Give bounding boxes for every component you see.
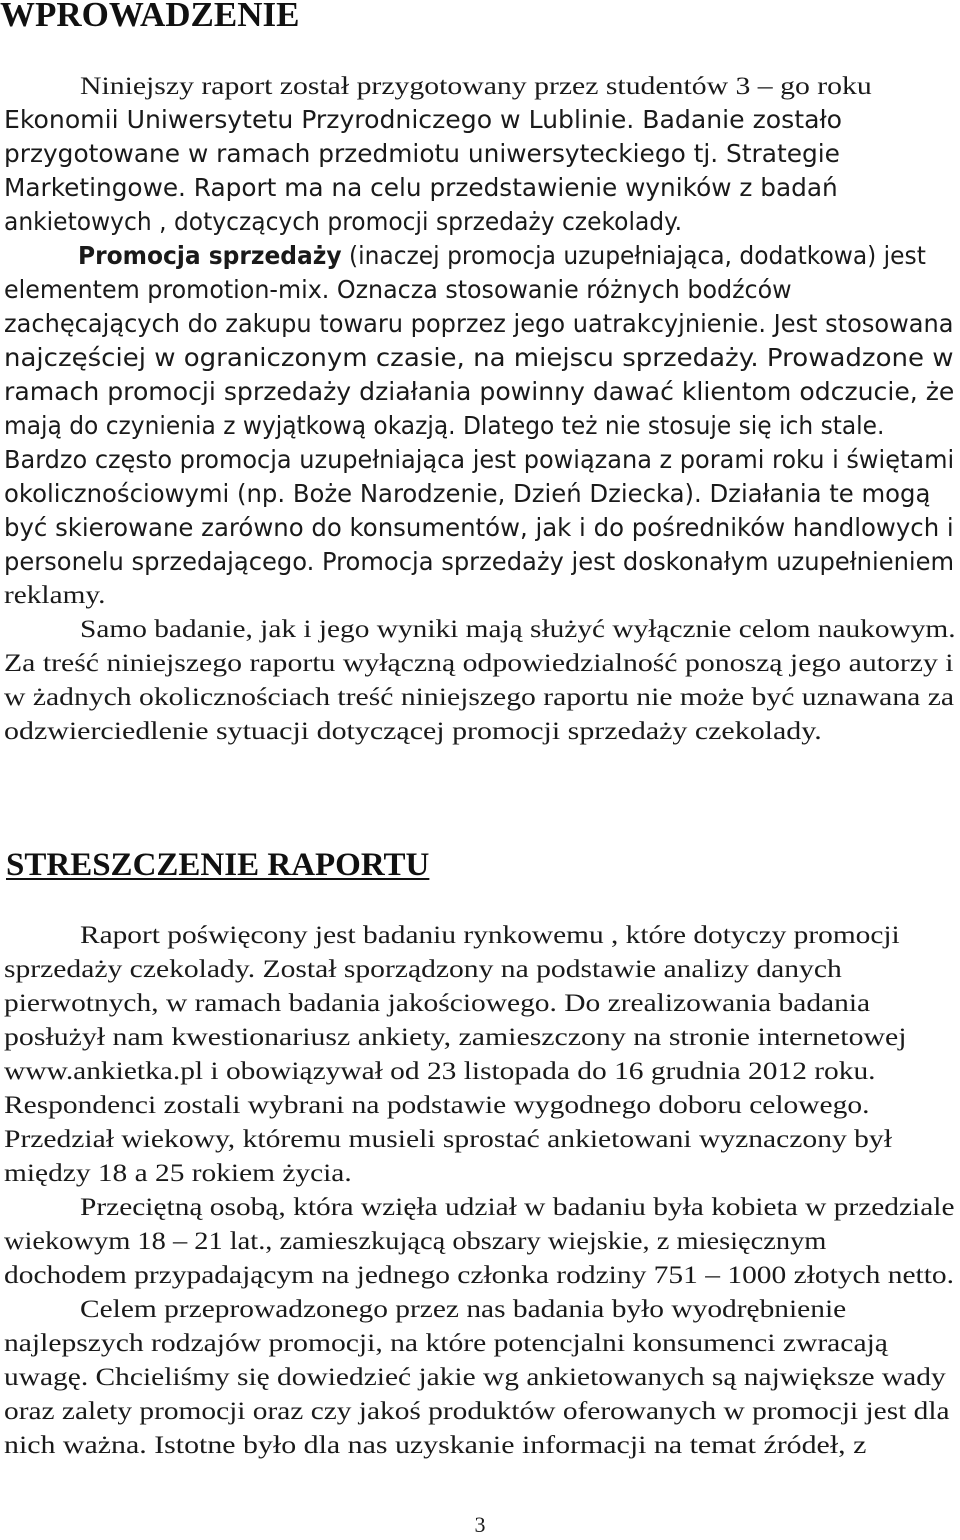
text-run: oraz zalety promocji oraz czy jakoś produktów oferowanych w promocji jest dla <box>4 1398 950 1425</box>
text-run: zachęcających do zakupu towaru poprzez jego uatrakcyjnienie. Jest stosowana <box>4 309 954 338</box>
text-run: Marketingowe. Raport ma na celu przedstawienie wyników z badań <box>4 173 838 202</box>
text-run: Respondenci zostali wybrani na podstawie wygodnego doboru celowego. <box>4 1092 870 1119</box>
text-line <box>4 273 792 307</box>
text-line <box>80 613 956 647</box>
text-run: odzwierciedlenie sytuacji dotyczącej promocji sprzedaży czekolady. <box>4 718 822 745</box>
text-run: Celem przeprowadzonego przez nas badania było wyodrębnienie <box>80 1296 847 1323</box>
text-line <box>80 70 872 104</box>
text-run: reklamy. <box>4 582 106 609</box>
text-line <box>4 1123 892 1157</box>
bold-term: Promocja sprzedaży <box>78 241 342 270</box>
text-line <box>4 579 105 613</box>
text-line <box>4 1089 869 1123</box>
text-line <box>4 1225 826 1259</box>
text-line <box>4 1327 888 1361</box>
text-line <box>4 511 954 545</box>
text-run: Przeciętną osobą, która wzięła udział w badaniu była kobieta w przedziale <box>80 1194 955 1221</box>
section-heading-summary: STRESZCZENIE RAPORTU <box>6 847 430 883</box>
text-run: Ekonomii Uniwersytetu Przyrodniczego w Lublinie. Badanie zostało <box>4 105 842 134</box>
text-line <box>4 715 822 749</box>
text-line <box>4 205 682 239</box>
text-run: Bardzo często promocja uzupełniająca jest powiązana z porami roku i świętami <box>4 445 955 474</box>
text-run: dochodem przypadającym na jednego członka rodziny 751 – 1000 złotych netto. <box>4 1262 955 1289</box>
text-run: Przedział wiekowy, któremu musieli sprostać ankietowani wyznaczony był <box>4 1126 892 1153</box>
text-line <box>4 987 870 1021</box>
text-run: personelu sprzedającego. Promocja sprzedaży jest doskonałym uzupełnieniem <box>4 547 955 576</box>
text-run: nich ważna. Istotne było dla nas uzyskanie informacji na temat źródeł, z <box>4 1432 867 1459</box>
text-line <box>4 409 884 443</box>
text-line <box>4 647 954 681</box>
text-line <box>4 103 842 137</box>
text-run: posłużył nam kwestionariusz ankiety, zamieszczony na stronie internetowej <box>4 1024 907 1051</box>
text-line <box>80 919 900 953</box>
text-run: najczęściej w ograniczonym czasie, na miejscu sprzedaży. Prowadzone w <box>4 343 954 372</box>
text-run: ramach promocji sprzedaży działania powinny dawać klientom odczucie, że <box>4 377 955 406</box>
text-run: ankietowych , dotyczących promocji sprzedaży czekolady. <box>4 207 683 236</box>
text-line <box>4 681 954 715</box>
page-number: 3 <box>474 1512 486 1537</box>
text-run: w żadnych okolicznościach treść niniejszego raportu nie może być uznawana za <box>4 684 955 711</box>
text-run: między 18 a 25 rokiem życia. <box>4 1160 352 1187</box>
text-line <box>4 375 954 409</box>
text-run: mają do czynienia z wyjątkową okazją. Dlatego też nie stosuje się ich stale. <box>4 411 885 440</box>
text-line <box>4 1429 866 1463</box>
text-run: przygotowane w ramach przedmiotu uniwersyteckiego tj. Strategie <box>4 139 840 168</box>
text-line <box>4 443 954 477</box>
text-run: najlepszych rodzajów promocji, na które potencjalni konsumenci zwracają <box>4 1330 888 1357</box>
text-run: być skierowane zarówno do konsumentów, jak i do pośredników handlowych i <box>4 513 954 542</box>
text-line <box>4 1259 954 1293</box>
text-run: wiekowym 18 – 21 lat. <box>4 1228 266 1255</box>
text-line <box>4 953 842 987</box>
text-run: elementem promotion-mix. Oznacza stosowanie różnych bodźców <box>4 275 792 304</box>
text-run: Raport poświęcony jest badaniu rynkowemu , które dotyczy promocji <box>80 922 900 949</box>
text-line <box>4 1361 946 1395</box>
text-run: uwagę. Chcieliśmy się dowiedzieć jakie wg ankietowanych są największe wady <box>4 1364 946 1391</box>
text-line <box>4 137 840 171</box>
text-line <box>4 1055 876 1089</box>
text-run: Samo badanie, jak i jego wyniki mają służyć wyłącznie celom naukowym. <box>80 616 956 643</box>
text-line <box>78 239 926 273</box>
text-run: www.ankietka.pl i obowiązywał od 23 listopada do 16 grudnia 2012 roku. <box>4 1058 876 1085</box>
text-line <box>4 1157 352 1191</box>
text-line <box>4 341 954 375</box>
text-run: sprzedaży czekolady. Został sporządzony na podstawie analizy danych <box>4 956 842 983</box>
text-line <box>80 1293 846 1327</box>
text-run: Niniejszy raport został przygotowany przez studentów 3 – go roku <box>80 73 872 100</box>
text-line <box>4 477 930 511</box>
section-heading-intro: WPROWADZENIE <box>0 0 300 34</box>
text-line <box>4 545 954 579</box>
text-run: okolicznościowymi (np. Boże Narodzenie, Dzień Dziecka). Działania te mogą <box>4 479 931 508</box>
text-line <box>4 171 838 205</box>
text-line <box>4 307 954 341</box>
text-run: (inaczej promocja uzupełniająca, dodatkowa) jest <box>341 241 926 270</box>
text-run: Za treść niniejszego raportu wyłączną odpowiedzialność ponoszą jego autorzy i <box>4 650 954 677</box>
text-line <box>4 1021 907 1055</box>
text-run: , zamieszkującą obszary wiejskie, z miesięcznym <box>265 1228 827 1255</box>
text-line <box>4 1395 950 1429</box>
text-run: pierwotnych, w ramach badania jakościowego. Do zrealizowania badania <box>4 990 871 1017</box>
text-line <box>80 1191 955 1225</box>
